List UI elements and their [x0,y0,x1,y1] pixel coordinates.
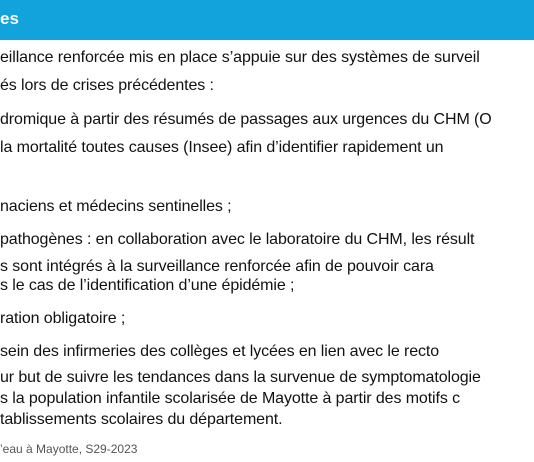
text-line-7: s sont intégrés à la surveillance renforcée afin de pouvoir cara [0,258,434,275]
text-line-12: s la population infantile scolarisée de Mayotte à partir des motifs c [0,390,461,407]
text-line-8: s le cas de l’identification d’une épidémie ; [0,277,295,294]
text-line-3: dromique à partir des résumés de passages aux urgences du CHM (O [0,111,492,128]
section-title: es [0,9,19,28]
text-line-4: la mortalité toutes causes (Insee) afin d’identifier rapidement un [0,139,444,156]
text-line-5: naciens et médecins sentinelles ; [0,198,232,215]
text-line-2: és lors de crises précédentes : [0,77,214,94]
source-caption: ’eau à Mayotte, S29-2023 [0,442,138,456]
text-line-13: tablissements scolaires du département. [0,411,283,428]
section-header [0,0,534,40]
text-line-6: pathogènes : en collaboration avec le laboratoire du CHM, les résult [0,231,475,248]
text-line-1: eillance renforcée mis en place s’appuie sur des systèmes de surveil [0,49,480,66]
text-line-9: ration obligatoire ; [0,310,126,327]
text-line-10: sein des infirmeries des collèges et lycées en lien avec le recto [0,343,440,360]
text-line-11: ur but de suivre les tendances dans la survenue de symptomatologie [0,369,481,386]
